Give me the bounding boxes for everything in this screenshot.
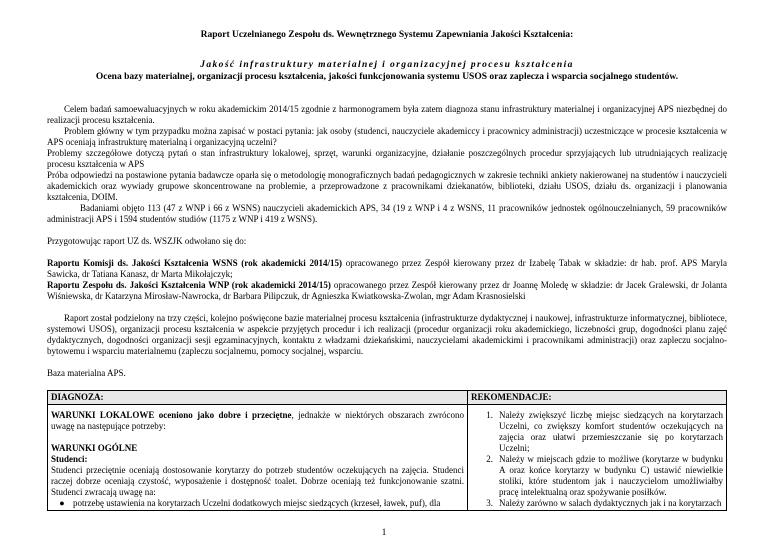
general-conditions-heading: WARUNKI OGÓLNE (51, 443, 138, 453)
recommendations-cell (468, 405, 727, 511)
structure-paragraph: Raport został podzielony na trzy części, kolejno poświęcone bazie materialnej procesu kształcenia (infrastrukturze dydaktycznej i naukowej, infrastrukturze informatycznej, bibliotece, systemowi USOS), organizacji procesu kształcenia w aspekcie przyjętych procedur i ich realizacji (procedur organizacji roku akademickiego, liczebności grup, dogodności planu zajęć dydaktycznych, dogodności organizacji sesji egzaminacyjnych, kontaktu z władzami dziekańskimi, nauczycielami akademickimi i pracownikami administracji) oraz zapleczu socjalno-bytowemu i wsparciu materialnemu (zapleczu socjalnemu, pomocy socjalnej, wsparciu. (47, 313, 727, 356)
intro-section (47, 104, 727, 225)
list-item (51, 498, 464, 509)
intro-paragraph-3: Problemy szczegółowe dotyczą pytań o stan infrastruktury lokalowej, sprzęt, warunki organizacyjne, działanie poszczególnych procedur sprzyjających lub utrudniających realizację procesu kształcenia w APS (47, 148, 727, 169)
report-header-title: Raport Uczelnianego Zespołu ds. Wewnętrznego Systemu Zapewniania Jakości Kształcenia: (200, 30, 574, 40)
list-item (471, 498, 723, 509)
diagnosis-recommendations-table (47, 390, 727, 511)
subtitle: Ocena bazy materialnej, organizacji procesu kształcenia, jakości funkcjonowania systemu USOS oraz zaplecza i wsparcia socjalnego studentów. (95, 72, 679, 82)
bullet-text: potrzebę ustawienia na korytarzach Uczelni dodatkowych miejsc siedzących (krzeseł, ławek, puf), dla (73, 498, 441, 508)
page-number: 1 (381, 528, 387, 538)
recommendation-text: Należy zarówno w salach dydaktycznych jak i na korytarzach (499, 498, 722, 508)
report-reference-2-title: Raportu Zespołu ds. Jakości Kształcenia WNP (rok akademicki 2014/15) (47, 280, 331, 290)
list-item (471, 410, 723, 454)
recommendation-number: 3. (486, 498, 493, 508)
housing-conditions-title: WARUNKI LOKALOWE oceniono jako dobre i przeciętne (51, 410, 292, 420)
students-text: Studenci przeciętnie oceniają dostosowanie korytarzy do potrzeb studentów oczekujących na zajęcia. Studenci raczej dobrze oceniają czystość, wyposażenie i dostępność toalet. Dobrze oceniają też funkcjonowanie szatni. Studenci zwracają uwagę na: (51, 465, 464, 497)
report-reference-1-title: Raportu Komisji ds. Jakości Kształcenia WSNS (rok akademicki 2014/15) (47, 258, 342, 268)
intro-paragraph-5: Badaniami objęto 113 (47 z WNP i 66 z WSNS) nauczycieli akademickich APS, 34 (19 z WNP i 4 z WSNS, 11 pracowników jednostek ogólnouczelnianych, 59 pracowników administracji APS i 1594 studentów studiów (1175 z WNP i 419 z WSNS). (47, 203, 727, 224)
housing-conditions (51, 410, 464, 432)
recommendation-number: 2. (486, 454, 493, 464)
intro-paragraph-2: Problem główny w tym przypadku można zapisać w postaci pytania: jak osoby (studenci, nauczyciele akademiccy i pracownicy administracji) uczestniczące w procesie kształcenia w APS oceniają infrastrukturę materialną i organizacyjną uczelni? (47, 126, 727, 147)
base-label: Baza materialna APS. (47, 368, 126, 378)
prepared-text: Przygotowując raport UZ ds. WSZJK odwołano się do: (47, 236, 247, 246)
recommendations-header: REKOMENDACJE: (468, 391, 727, 405)
recommendation-text: Należy w miejscach gdzie to możliwe (korytarze w budynku A oraz końce korytarzy w budynku C) ustawić niewielkie stoliki, które studentom jak i nauczycielom umożliwiałby pracę intelektualną oraz spożywanie posiłków. (499, 454, 723, 497)
report-reference-2 (47, 280, 727, 302)
report-reference-1 (47, 258, 727, 280)
list-item (471, 454, 723, 498)
table-row (48, 405, 727, 511)
diagnosis-cell (48, 405, 468, 511)
intro-paragraph-1: Celem badań samoewaluacyjnych w roku akademickim 2014/15 zgodnie z harmonogramem była zatem diagnoza stanu infrastruktury materialnej i organizacyjnej APS niezbędnej do realizacji procesu kształcenia. (47, 104, 727, 125)
intro-paragraph-4: Próba odpowiedzi na postawione pytania badawcze oparła się o metodologię monograficznych badań pedagogicznych w zakresie techniki ankiety nakierowanej na studentów i nauczycieli akademickich oraz wywiady grupowe skoncentrowane na problemie, a przeprowadzone z pracownikami dziekanatów, biblioteki, działu USOS, działu ds. organizacji i planowania kształcenia, DOIM. (47, 170, 727, 202)
report-reference-2-body: opracowanego przez Zespół kierowany przez dr Joannę Moledę w składzie: dr Jacek Gralewski, dr Jolanta Wiśniewska, dr Katarzyna Mirosław-Nawrocka, dr Barbara Pilipczuk, dr Agnieszka Kwiatkowska-Zwolan, mgr Adam Krasnosielski (47, 280, 727, 301)
document-page (47, 0, 727, 511)
recommendation-number: 1. (486, 410, 493, 420)
bullet-icon: ● (59, 498, 65, 508)
students-heading: Studenci: (51, 454, 88, 464)
recommendations-list (471, 410, 723, 509)
diagnosis-header: DIAGNOZA: (48, 391, 468, 405)
table-header-row (48, 391, 727, 405)
recommendation-text: Należy zwiększyć liczbę miejsc siedzących na korytarzach Uczelni, co zwiększy komfort studentów oczekujących na zajęcia oraz ułatwi przemieszczanie się po korytarzach Uczelni; (499, 410, 723, 453)
report-reference-1-body: opracowanego przez Zespół kierowany przez dr Izabelę Tabak w składzie: dr hab. prof. APS Maryla Sawicka, dr Tatiana Kanasz, dr Marta Mikołajczyk; (47, 258, 727, 279)
housing-conditions-body: , jednakże w niektórych obszarach zwrócono uwagę na następujące potrzeby: (51, 410, 464, 431)
main-title: Jakość infrastruktury materialnej i organizacyjnej procesu kształcenia (200, 60, 574, 70)
